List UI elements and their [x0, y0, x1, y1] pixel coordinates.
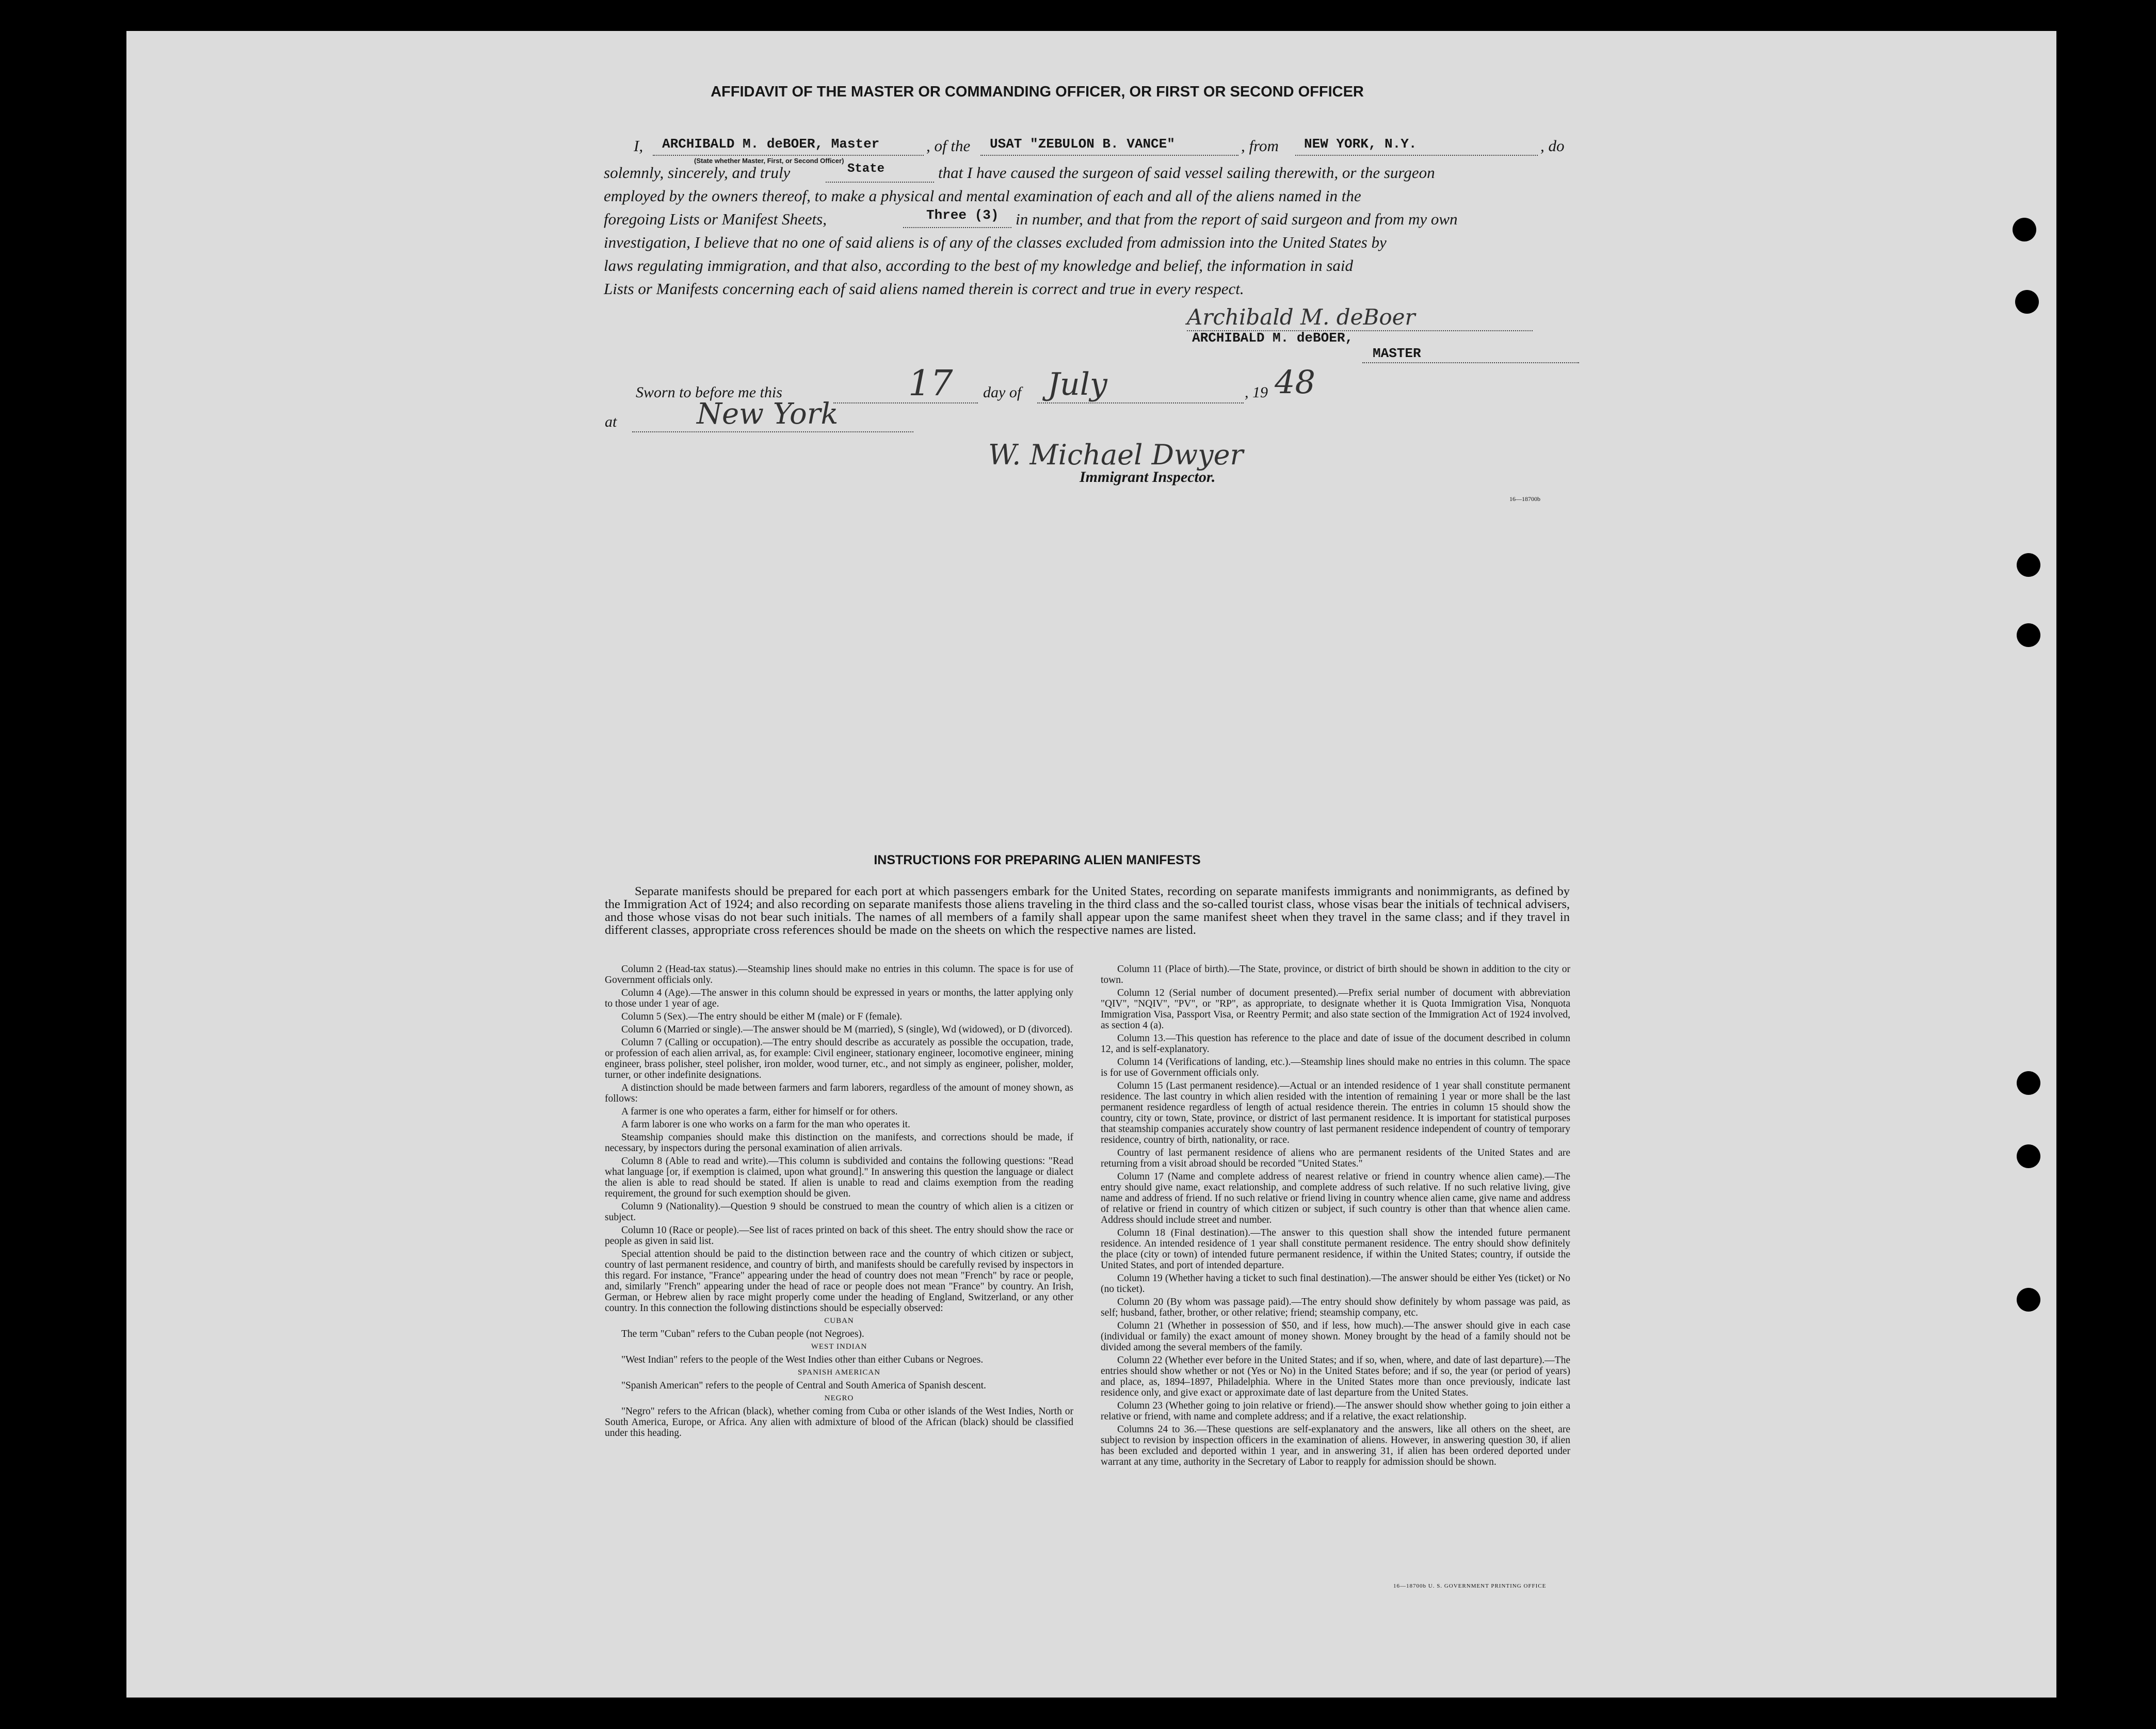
sworn-year: 48 [1275, 363, 1315, 401]
cuban-heading: CUBAN [824, 1317, 854, 1325]
affidavit-line-2a: solemnly, sincerely, and truly [604, 164, 791, 182]
instruction-paragraph: Column 11 (Place of birth).—The State, province, or district of birth should be shown in addition to the city or town. [1101, 964, 1570, 985]
affidavit-title: AFFIDAVIT OF THE MASTER OR COMMANDING OFFICER, OR FIRST OR SECOND OFFICER [711, 84, 1364, 100]
sheet-count: Three (3) [926, 207, 999, 223]
sworn-month: July [1048, 366, 1107, 402]
master-name: ARCHIBALD M. deBOER, Master [662, 136, 880, 152]
punch-hole-icon [2015, 290, 2039, 314]
negro-definition: "Negro" refers to the African (black), whether coming from Cuba or other islands of the West Indies, North or South America, Europe, or Africa. Any alien with admixture of blood of the African (black) should be classified under this heading. [605, 1406, 1073, 1439]
instruction-paragraph: Column 22 (Whether ever before in the United States; and if so, when, where, and date of last departure).—The entries should show whether or not (Yes or No) in the United States before; and if so, the year (or period of years) and place, as, 1894–1897, Philadelphia. Where in the United States more than once previously, indicate last residence only, and give exact or approximate date of last departure from the United States. [1101, 1355, 1570, 1398]
punch-hole-icon [2013, 218, 2036, 241]
punch-hole-icon [2017, 1288, 2040, 1312]
instruction-paragraph: Column 10 (Race or people).—See list of races printed on back of this sheet. The entry should show the race or people as given in said list. [605, 1225, 1073, 1247]
sworn-day-fill [833, 383, 978, 403]
affidavit-line-6: laws regulating immigration, and that also, according to the best of my knowledge and belief, the information in said [604, 256, 1354, 274]
west-indian-heading: WEST INDIAN [811, 1343, 867, 1351]
instruction-paragraph: Column 7 (Calling or occupation).—The entry should describe as accurately as possible the occupation, trade, or profession of each alien arrival, as, for example: Civil engineer, stationary engineer, locomotive engineer, mining engineer, brass polisher, steel polisher, iron molder, wood turner, etc., and not simply as engineer, polisher, molder, turner, or other indefinite designations. [605, 1037, 1073, 1080]
instruction-paragraph: Column 2 (Head-tax status).—Steamship lines should make no entries in this column. The space is for use of Government officials only. [605, 964, 1073, 985]
punch-hole-icon [2017, 623, 2040, 647]
instruction-paragraph: Column 14 (Verifications of landing, etc.).—Steamship lines should make no entries in this column. The space is for use of Government officials only. [1101, 1057, 1570, 1078]
instruction-paragraph: Special attention should be paid to the distinction between race and the country of which citizen or subject, country of last permanent residence, and country of birth, and manifests should be carefully revised by inspectors in this regard. For instance, "France" appearing under the head of country does not mean "French" by race or people, and, similarly "French" appearing under the head of race or people does not mean "France" by country. An Irish, German, or Hebrew alien by race might properly come under the heading of England, Switzerland, or any other country. In this connection the following distinctions should be especially observed: [605, 1249, 1073, 1314]
punch-hole-icon [2017, 1144, 2040, 1168]
printing-office-footer: 16—18700b U. S. GOVERNMENT PRINTING OFFICE [1393, 1583, 1547, 1589]
instruction-paragraph: Column 5 (Sex).—The entry should be either M (male) or F (female). [621, 1011, 903, 1022]
punch-hole-icon [2017, 553, 2040, 577]
from-label: , from [1241, 137, 1279, 155]
negro-heading: NEGRO [824, 1394, 854, 1402]
affidavit-line-5: investigation, I believe that no one of said aliens is of any of the classes excluded from admission into the United States by [604, 233, 1387, 251]
punch-hole-icon [2017, 1071, 2040, 1095]
instruction-paragraph: Column 4 (Age).—The answer in this column should be expressed in years or months, the latter applying only to those under 1 year of age. [605, 988, 1073, 1009]
instruction-paragraph: Column 15 (Last permanent residence).—Actual or an intended residence of 1 year shall constitute permanent residence. The last country in which alien resided with the intention of remaining 1 year or more shall be the last permanent residence regardless of length of actual residence therein. The entries in column 15 should show the country, city or town, State, province, or district of last permanent residence. It is important for statistical purposes that steamship companies accurately show country of last permanent residence independent of country of temporary residence, country of birth, nationality, or race. [1101, 1080, 1570, 1145]
instruction-paragraph: Column 13.—This question has reference to the place and date of issue of the document described in column 12, and is self-explanatory. [1101, 1033, 1570, 1055]
affidavit-i-label: I, [634, 137, 643, 155]
rank-note: (State whether Master, First, or Second Officer) [694, 157, 844, 165]
do-label: , do [1540, 137, 1565, 155]
signer-typed-name: ARCHIBALD M. deBOER, [1192, 330, 1354, 346]
year-prefix: , 19 [1245, 384, 1268, 401]
affidavit-line-3: employed by the owners thereof, to make a physical and mental examination of each and all of the aliens named in the [604, 187, 1361, 205]
form-number: 16—18700b [1509, 495, 1540, 503]
signer-title: MASTER [1373, 346, 1421, 361]
instruction-paragraph: Column 19 (Whether having a ticket to such final destination).—The answer should be either Yes (ticket) or No (no ticket). [1101, 1273, 1570, 1295]
port-name: NEW YORK, N.Y. [1304, 136, 1417, 152]
instruction-paragraph: A farmer is one who operates a farm, either for himself or for others. [621, 1106, 898, 1117]
instructions-left-column [605, 964, 1073, 1591]
sworn-place: New York [697, 397, 839, 431]
instructions-intro: Separate manifests should be prepared for each port at which passengers embark for the United States, recording on separate manifests immigrants and nonimmigrants, as defined by the Immigration Act of 1924; and also recording on separate manifests those aliens traveling in the third class and the so-called tourist class, whose visas bear the initials of technical advisers, and those whose visas do not bear such initials. The names of all members of a family shall appear upon the same manifest sheet when they travel in the same class; and if they travel in different classes, appropriate cross references should be made on the sheets on which the respective names are listed. [605, 884, 1570, 937]
instructions-right-column [1101, 964, 1570, 1591]
spanish-american-definition: "Spanish American" refers to the people of Central and South America of Spanish descent. [621, 1380, 986, 1391]
west-indian-definition: "West Indian" refers to the people of the West Indies other than either Cubans or Negroes. [621, 1354, 984, 1365]
instruction-paragraph: Country of last permanent residence of aliens who are permanent residents of the United States and are returning from a visit abroad should be recorded "United States." [1101, 1148, 1570, 1169]
master-signature: Archibald M. deBoer [1187, 304, 1415, 330]
instruction-paragraph: Column 20 (By whom was passage paid).—The entry should show definitely by whom passage was paid, as self; husband, father, brother, or other relative; friend; steamship company, etc. [1101, 1297, 1570, 1318]
affidavit-line-4b: in number, and that from the report of said surgeon and from my own [1016, 210, 1458, 228]
sworn-day: 17 [908, 363, 953, 404]
instruction-paragraph: A distinction should be made between farmers and farm laborers, regardless of the amount of money shown, as follows: [605, 1082, 1073, 1104]
instruction-paragraph: Steamship companies should make this distinction on the manifests, and corrections should be made, if necessary, by inspectors during the personal examination of alien arrivals. [605, 1132, 1073, 1154]
instruction-paragraph: A farm laborer is one who works on a farm for the man who operates it. [621, 1119, 910, 1130]
instruction-paragraph: Columns 24 to 36.—These questions are self-explanatory and the answers, like all others on the sheet, are subject to revision by inspection officers in the examination of aliens. However, in answering question 30, if alien has been excluded and deported within 1 year, and in answering 31, if alien has been ordered deported under warrant at any time, authority in the Secretary of Labor to reapply for admission should be shown. [1101, 1424, 1570, 1467]
state-word: State [847, 162, 885, 176]
inspector-title: Immigrant Inspector. [1080, 468, 1216, 486]
instruction-paragraph: Column 12 (Serial number of document presented).—Prefix serial number of document with abbreviation "QIV", "NQIV", "PV", or "RP", as appropriate, to designate whether it is Quota Immigration Visa, Nonquota Immigration Visa, Passport Visa, or Reentry Permit; and also state section of the Immigration Act of 1924 involved, as section 4 (a). [1101, 988, 1570, 1031]
affidavit-line-2b: that I have caused the surgeon of said vessel sailing therewith, or the surgeon [938, 164, 1435, 182]
inspector-signature: W. Michael Dwyer [988, 439, 1244, 471]
instruction-paragraph: Column 9 (Nationality).—Question 9 should be construed to mean the country of which alien is a citizen or subject. [605, 1201, 1073, 1223]
sworn-label: Sworn to before me this [636, 384, 782, 401]
cuban-definition: The term "Cuban" refers to the Cuban people (not Negroes). [621, 1329, 864, 1339]
affidavit-line-4a: foregoing Lists or Manifest Sheets, [604, 210, 827, 228]
vessel-name: USAT "ZEBULON B. VANCE" [990, 136, 1175, 152]
day-of-label: day of [983, 384, 1022, 401]
at-label: at [605, 413, 617, 430]
instruction-paragraph: Column 8 (Able to read and write).—This column is subdivided and contains the following questions: "Read what language [or, if exemption is claimed, upon what ground]." In answering this question the language or dialect the alien is able to read should be stated. If alien is unable to read and claims exemption from the reading requirement, the ground for such exemption should be given. [605, 1156, 1073, 1199]
instruction-paragraph: Column 6 (Married or single).—The answer should be M (married), S (single), Wd (widowed), or D (divorced). [621, 1024, 1073, 1035]
spanish-american-heading: SPANISH AMERICAN [797, 1368, 881, 1377]
of-the-label: , of the [926, 137, 971, 155]
affidavit-line-7: Lists or Manifests concerning each of said aliens named therein is correct and true in every respect. [604, 280, 1244, 298]
instructions-title: INSTRUCTIONS FOR PREPARING ALIEN MANIFESTS [874, 853, 1201, 867]
instruction-paragraph: Column 21 (Whether in possession of $50, and if less, how much).—The answer should give in each case (individual or family) the exact amount of money shown. Money brought by the head of a family should not be divided among the several members of the family. [1101, 1320, 1570, 1353]
instruction-paragraph: Column 18 (Final destination).—The answer to this question shall show the intended future permanent residence. An intended residence of 1 year shall constitute permanent residence. The entry should show definitely the place (city or town) of intended future permanent residence, if within the United States; country, if outside the United States, and port of intended departure. [1101, 1227, 1570, 1271]
instruction-paragraph: Column 17 (Name and complete address of nearest relative or friend in country whence alien came).—The entry should give name, exact relationship, and complete address of such relative. If no such relative living, give name and address of friend. If no such relative or friend living in country whence alien came, give name and address of relative or friend in country of which citizen or subject, if such country is other than that whence alien came. Address should include street and number. [1101, 1171, 1570, 1225]
instruction-paragraph: Column 23 (Whether going to join relative or friend).—The answer should show whether going to join either a relative or friend, with name and complete address; and if a relative, the exact relationship. [1101, 1400, 1570, 1422]
